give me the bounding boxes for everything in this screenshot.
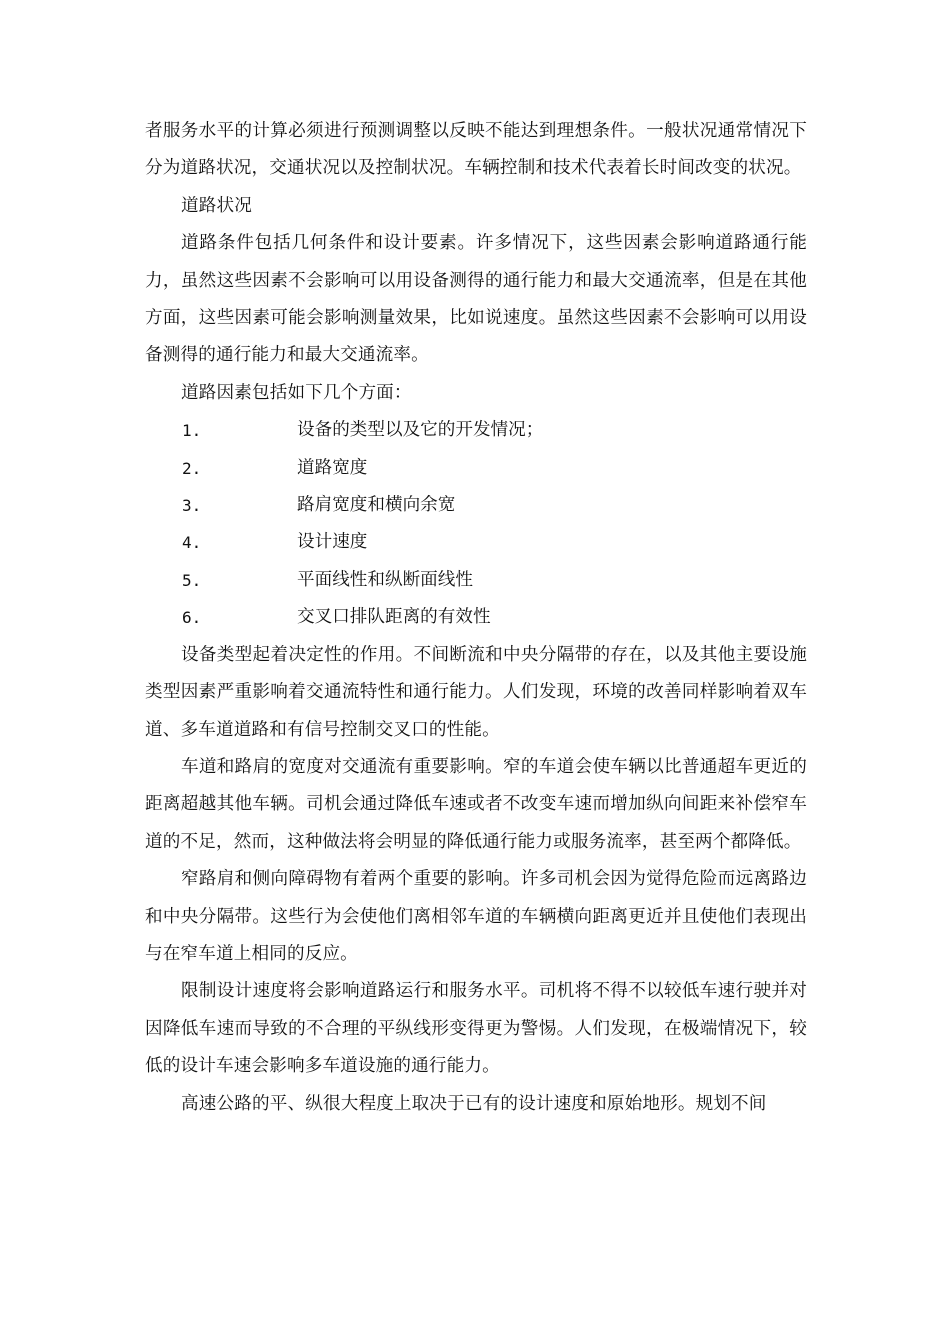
paragraph-continuation: 者服务水平的计算必须进行预测调整以反映不能达到理想条件。一般状况通常情况下分为道路状况，交通状况以及控制状况。车辆控制和技术代表着长时间改变的状况。 xyxy=(145,121,807,179)
list-number: 1. xyxy=(182,421,202,441)
list-text: 平面线性和纵断面线性 xyxy=(297,569,473,590)
list-item xyxy=(145,599,807,636)
list-text: 设备的类型以及它的开发情况； xyxy=(297,420,544,441)
road-factor-list xyxy=(145,412,807,636)
section-heading: 道路状况 xyxy=(181,195,252,216)
document-page xyxy=(145,113,807,1123)
paragraph-lane-width: 车道和路肩的宽度对交通流有重要影响。窄的车道会使车辆以比普通超车更近的距离超越其他车辆。司机会通过降低车速或者不改变车速而增加纵向间距来补偿窄车道的不足，然而，这种做法将会明显的降低通行能力或服务流率，甚至两个都降低。 xyxy=(145,756,807,852)
list-text: 设计速度 xyxy=(297,532,368,553)
list-intro: 道路因素包括如下几个方面： xyxy=(181,382,412,403)
paragraph-facility-type: 设备类型起着决定性的作用。不间断流和中央分隔带的存在，以及其他主要设施类型因素严重影响着交通流特性和通行能力。人们发现，环境的改善同样影响着双车道、多车道道路和有信号控制交叉口的性能。 xyxy=(145,644,807,740)
list-item xyxy=(145,412,807,449)
list-number: 2. xyxy=(182,458,202,478)
list-text: 路肩宽度和横向余宽 xyxy=(297,495,456,516)
list-number: 5. xyxy=(182,570,202,590)
list-item xyxy=(145,524,807,561)
paragraph-alignment: 高速公路的平、纵很大程度上取决于已有的设计速度和原始地形。规划不间 xyxy=(181,1093,767,1114)
list-item xyxy=(145,562,807,599)
list-number: 3. xyxy=(182,496,202,516)
list-item xyxy=(145,450,807,487)
paragraph-design-speed: 限制设计速度将会影响道路运行和服务水平。司机将不得不以较低车速行驶并对因降低车速而导致的不合理的平纵线形变得更为警惕。人们发现，在极端情况下，较低的设计车速会影响多车道设施的通行能力。 xyxy=(145,981,807,1077)
list-number: 6. xyxy=(182,608,202,628)
list-text: 道路宽度 xyxy=(297,457,368,478)
list-item xyxy=(145,487,807,524)
paragraph-road-conditions: 道路条件包括几何条件和设计要素。许多情况下，这些因素会影响道路通行能力，虽然这些因素不会影响可以用设备测得的通行能力和最大交通流率，但是在其他方面，这些因素可能会影响测量效果，比如说速度。虽然这些因素不会影响可以用设备测得的通行能力和最大交通流率。 xyxy=(145,233,807,366)
paragraph-shoulder: 窄路肩和侧向障碍物有着两个重要的影响。许多司机会因为觉得危险而远离路边和中央分隔带。这些行为会使他们离相邻车道的车辆横向距离更近并且使他们表现出与在窄车道上相同的反应。 xyxy=(145,869,807,964)
list-number: 4. xyxy=(182,533,202,553)
list-text: 交叉口排队距离的有效性 xyxy=(297,607,491,628)
